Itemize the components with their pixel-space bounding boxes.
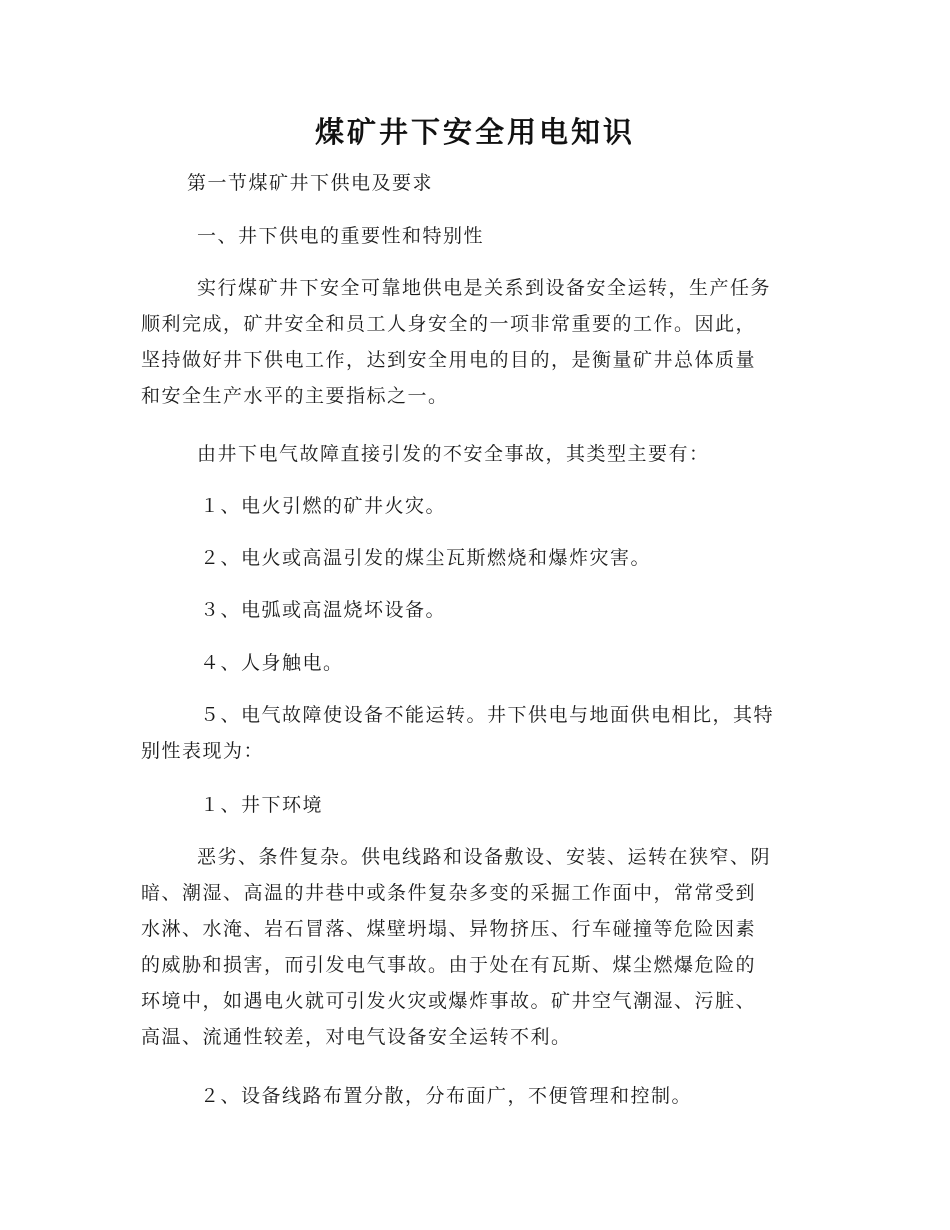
environment-heading: １、井下环境	[200, 794, 324, 816]
intro-line: 和安全生产水平的主要指标之一。	[141, 385, 449, 407]
intro-paragraph	[141, 270, 771, 414]
item5-paragraph	[141, 697, 774, 769]
document-title: 煤矿井下安全用电知识	[314, 115, 635, 149]
item5-line: ５、电气故障使设备不能运转。井下供电与地面供电相比，其特	[200, 704, 775, 726]
accident-item-3: ３、电弧或高温烧坏设备。	[200, 599, 447, 621]
environment-line: 高温、流通性较差，对电气设备安全运转不利。	[141, 1026, 572, 1048]
layout-item-2: ２、设备线路布置分散，分布面广，不便管理和控制。	[200, 1085, 693, 1107]
environment-line: 环境中，如遇电火就可引发火灾或爆炸事故。矿井空气潮湿、污脏、	[141, 990, 757, 1012]
environment-line: 水淋、水淹、岩石冒落、煤壁坍塌、异物挤压、行车碰撞等危险因素	[141, 918, 757, 940]
item5-line: 别性表现为：	[141, 740, 265, 762]
accident-item-1: １、电火引燃的矿井火灾。	[200, 495, 447, 517]
intro-line: 顺利完成，矿井安全和员工人身安全的一项非常重要的工作。因此，	[141, 313, 757, 335]
section-heading: 第一节煤矿井下供电及要求	[187, 172, 434, 194]
intro-line: 坚持做好井下供电工作，达到安全用电的目的，是衡量矿井总体质量	[141, 349, 757, 371]
environment-line: 的威胁和损害，而引发电气事故。由于处在有瓦斯、煤尘燃爆危险的	[141, 954, 757, 976]
accident-item-2: ２、电火或高温引发的煤尘瓦斯燃烧和爆炸灾害。	[200, 547, 652, 569]
intro-line: 实行煤矿井下安全可靠地供电是关系到设备安全运转，生产任务	[197, 277, 772, 299]
environment-line: 恶劣、条件复杂。供电线路和设备敷设、安装、运转在狭窄、阴	[197, 846, 772, 868]
subheading-importance: 一、井下供电的重要性和特别性	[197, 225, 485, 247]
environment-paragraph	[141, 839, 771, 1055]
accident-item-4: ４、人身触电。	[200, 652, 344, 674]
accident-intro: 由井下电气故障直接引发的不安全事故，其类型主要有：	[197, 443, 710, 465]
environment-line: 暗、潮湿、高温的井巷中或条件复杂多变的采掘工作面中，常常受到	[141, 882, 757, 904]
